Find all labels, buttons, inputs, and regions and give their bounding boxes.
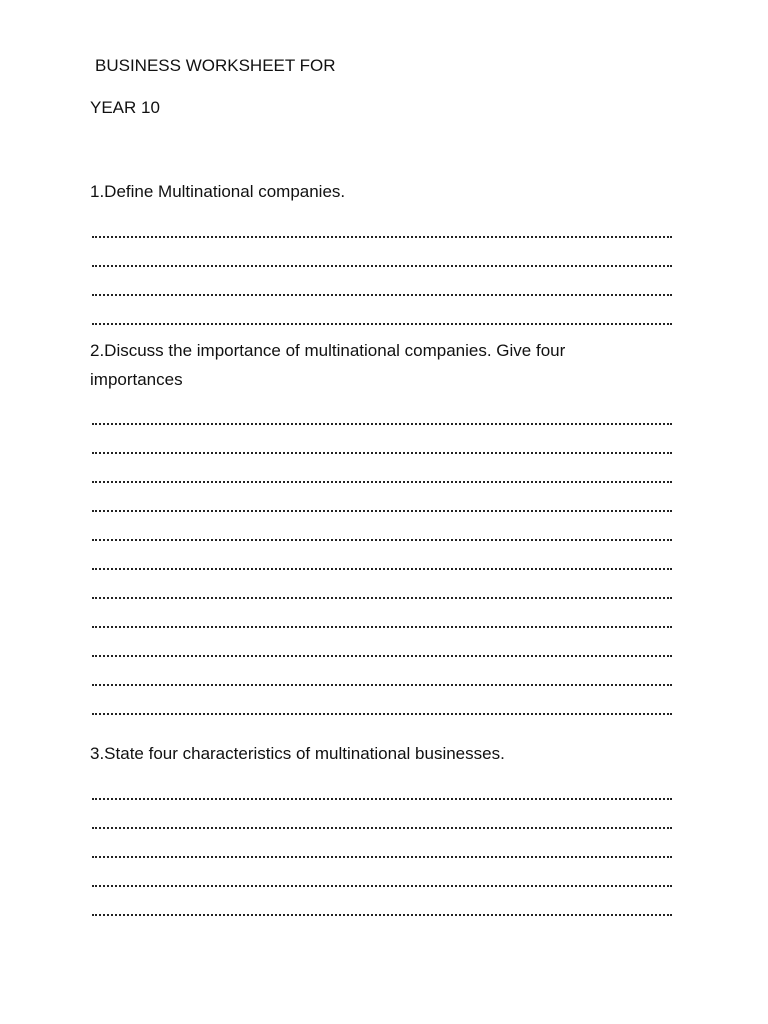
- answer-line[interactable]: [92, 265, 672, 267]
- question-2: 2.Discuss the importance of multinational companies. Give four importances: [90, 341, 566, 389]
- answer-line[interactable]: [92, 568, 672, 570]
- answer-line[interactable]: [92, 597, 672, 599]
- answer-line[interactable]: [92, 539, 672, 541]
- question-1: 1.Define Multinational companies.: [90, 182, 346, 201]
- answer-line[interactable]: [92, 856, 672, 858]
- answer-line[interactable]: [92, 713, 672, 715]
- answer-line[interactable]: [92, 626, 672, 628]
- answer-line[interactable]: [92, 798, 672, 800]
- answer-line[interactable]: [92, 914, 672, 916]
- worksheet-year: YEAR 10: [90, 98, 160, 117]
- answer-line[interactable]: [92, 885, 672, 887]
- answer-line[interactable]: [92, 684, 672, 686]
- answer-line[interactable]: [92, 655, 672, 657]
- answer-line[interactable]: [92, 827, 672, 829]
- answer-line[interactable]: [92, 323, 672, 325]
- answer-line[interactable]: [92, 294, 672, 296]
- answer-line[interactable]: [92, 452, 672, 454]
- answer-line[interactable]: [92, 423, 672, 425]
- worksheet-title: BUSINESS WORKSHEET FOR: [95, 56, 336, 75]
- answer-line[interactable]: [92, 236, 672, 238]
- answer-line[interactable]: [92, 510, 672, 512]
- question-3: 3.State four characteristics of multinational businesses.: [90, 744, 505, 763]
- answer-line[interactable]: [92, 481, 672, 483]
